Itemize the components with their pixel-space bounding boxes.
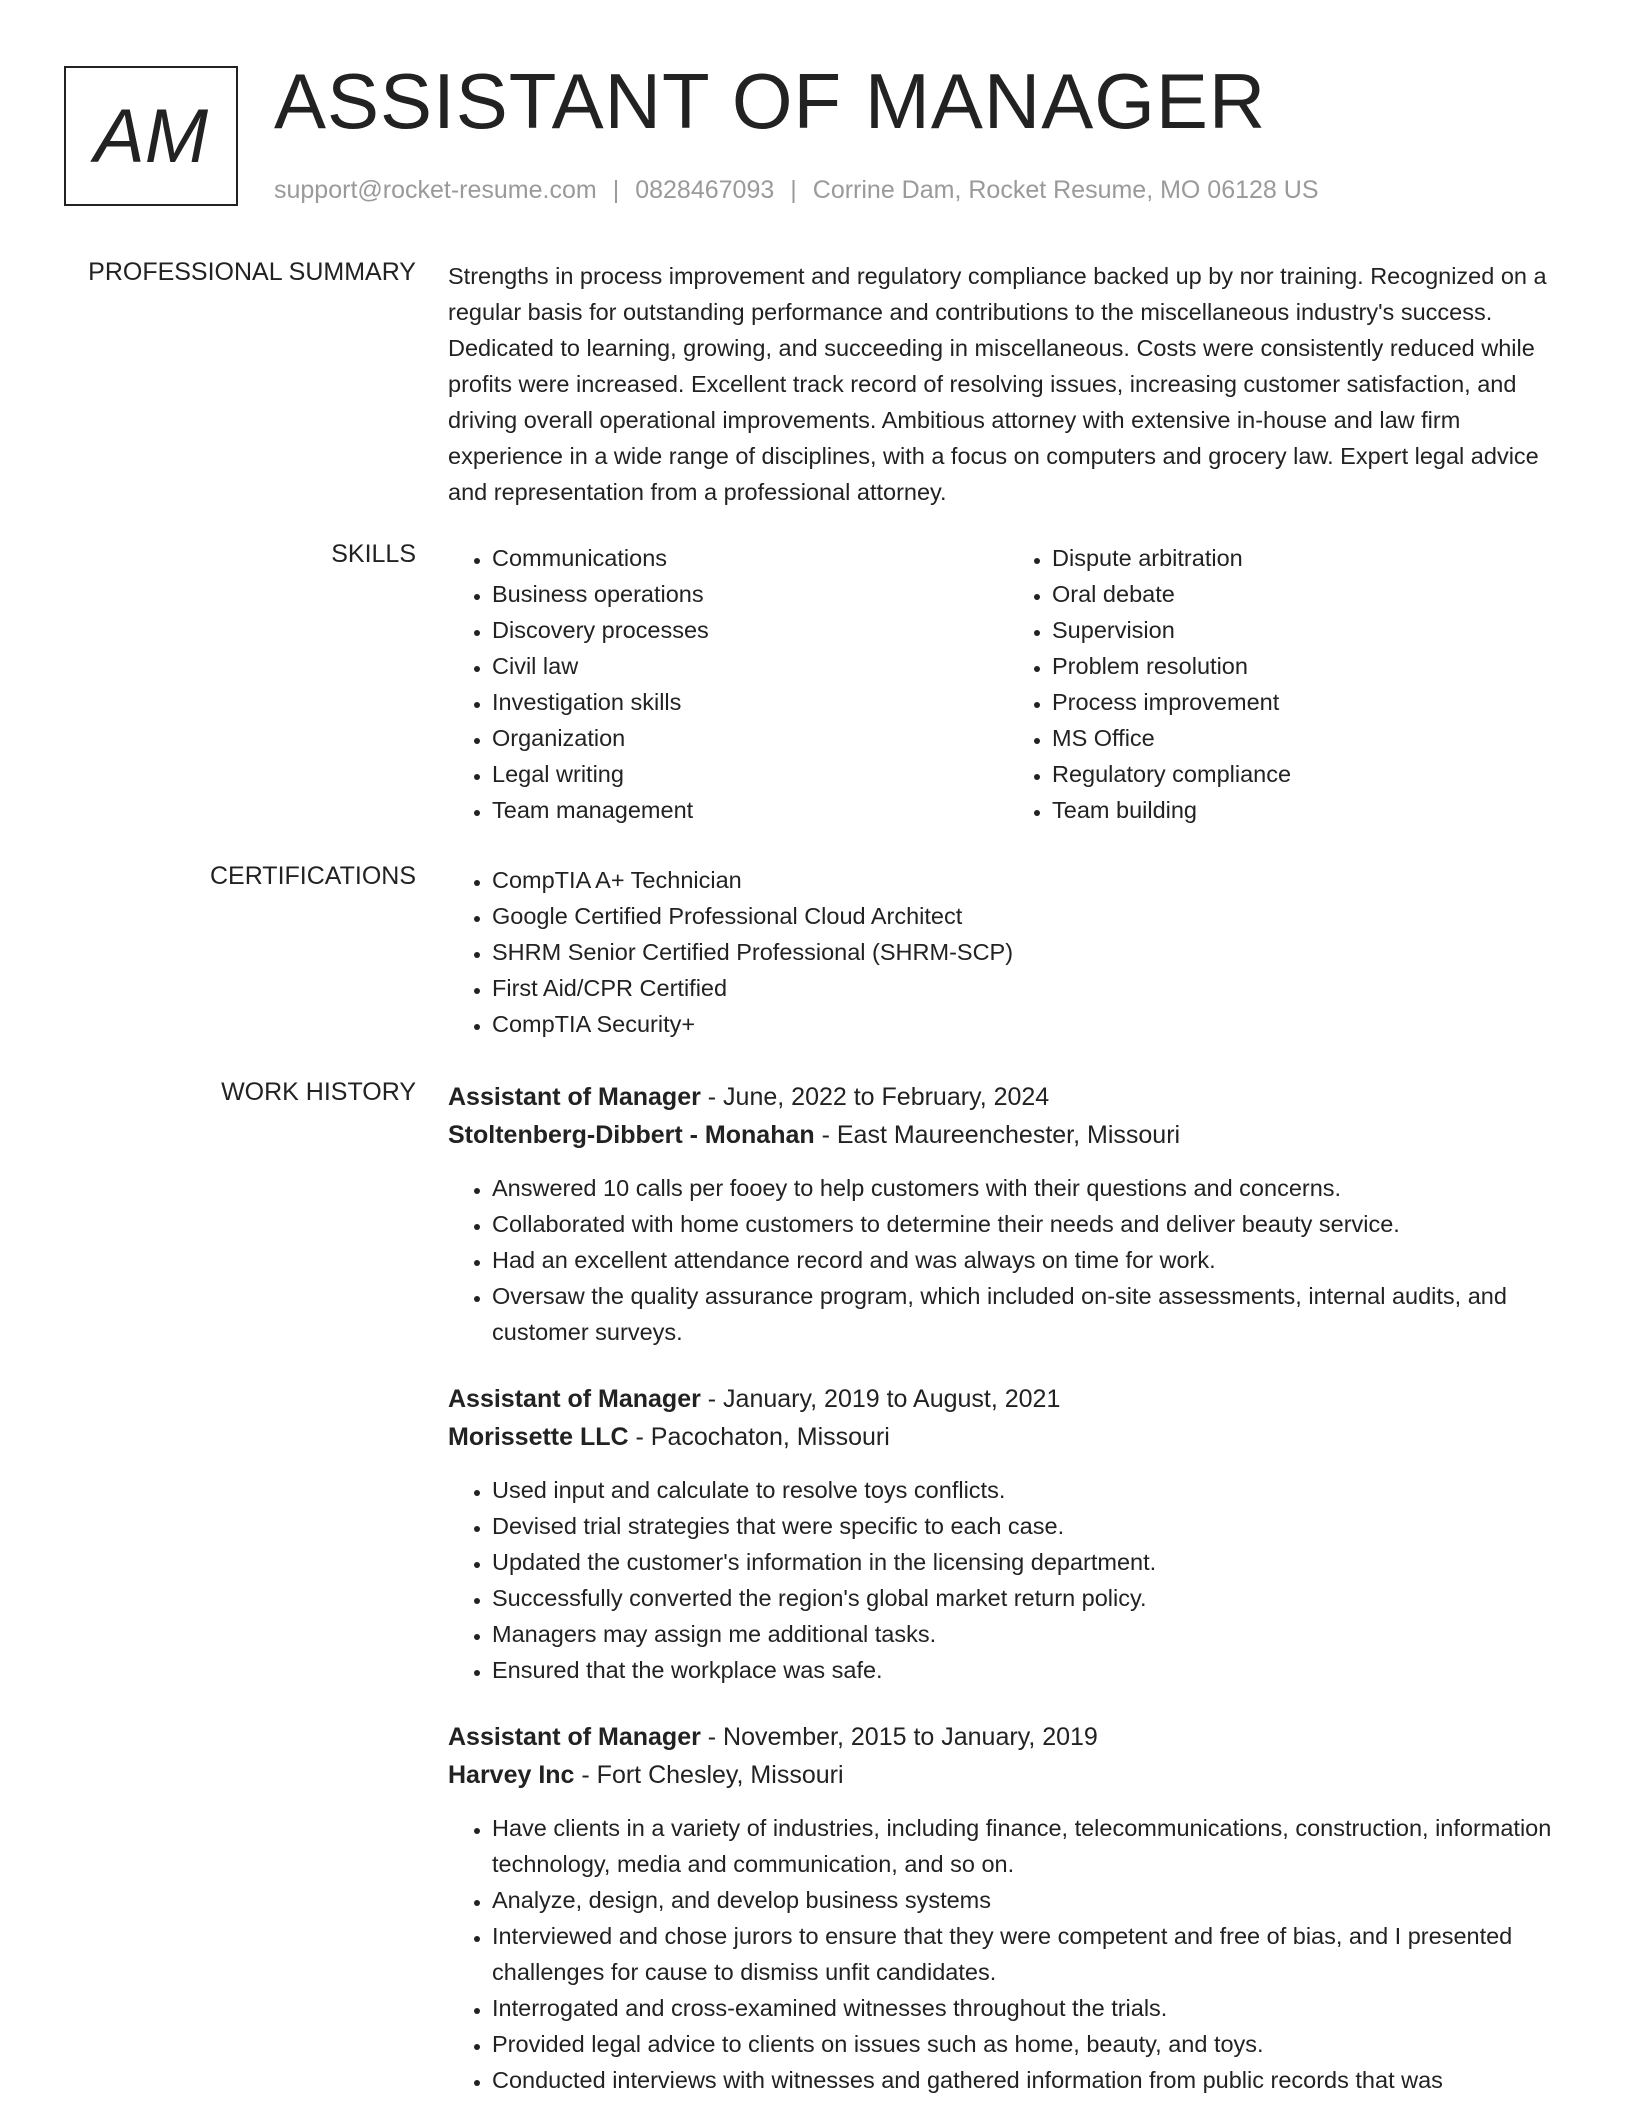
job-company-line (448, 1756, 1568, 1794)
list-item: • CompTIA A+ Technician (492, 862, 1568, 898)
list-item: • Legal writing (492, 756, 1008, 792)
list-item: • Oral debate (1052, 576, 1568, 612)
contact-separator: | (612, 176, 620, 204)
list-item: • Civil law (492, 648, 1008, 684)
list-item: • Ensured that the workplace was safe. (492, 1652, 1568, 1688)
work-history-body (448, 1078, 1568, 2128)
skills-columns (448, 540, 1568, 828)
monogram-initials: AM (64, 66, 238, 206)
job-dates: - June, 2022 to February, 2024 (700, 1083, 1050, 1111)
contact-phone[interactable]: 0828467093 (635, 176, 775, 204)
section-label-work-history: WORK HISTORY (221, 1078, 416, 1106)
list-item: • Collaborated with home customers to determine their needs and deliver beauty service. (492, 1206, 1568, 1242)
list-item: • Interviewed and chose jurors to ensure that they were competent and free of bias, and I presented challenges for cause to dismiss unfit candidates. (492, 1918, 1568, 1990)
list-item: • First Aid/CPR Certified (492, 970, 1568, 1006)
list-item: • Regulatory compliance (1052, 756, 1568, 792)
list-item: • Discovery processes (492, 612, 1008, 648)
list-item: • MS Office (1052, 720, 1568, 756)
job-title: Assistant of Manager (448, 1723, 701, 1751)
certifications-list (448, 862, 1568, 1042)
job-title-line (448, 1718, 1568, 1756)
contact-separator: | (790, 176, 797, 204)
job-location: - Pacochaton, Missouri (628, 1423, 890, 1451)
section-label-certifications: CERTIFICATIONS (209, 862, 416, 890)
job-bullets (448, 1170, 1568, 1350)
job-dates: - January, 2019 to August, 2021 (700, 1385, 1061, 1413)
list-item: • Problem resolution (1052, 648, 1568, 684)
list-item: • Team management (492, 792, 1008, 828)
list-item: • Conducted interviews with witnesses and gathered information from public records that was (492, 2062, 1568, 2098)
section-label-skills: SKILLS (331, 540, 416, 568)
list-item: • CompTIA Security+ (492, 1006, 1568, 1042)
section-label-summary: PROFESSIONAL SUMMARY (88, 258, 416, 286)
job-company: Morissette LLC (448, 1423, 629, 1451)
list-item: • Successfully converted the region's global market return policy. (492, 1580, 1568, 1616)
list-item: • Dispute arbitration (1052, 540, 1568, 576)
list-item: • Have clients in a variety of industries, including finance, telecommunications, construction, information technology, media and communication, and so on. (492, 1810, 1568, 1882)
list-item: • Provided legal advice to clients on issues such as home, beauty, and toys. (492, 2026, 1568, 2062)
job-entry (448, 1718, 1568, 2098)
contact-email[interactable]: support@rocket-resume.com (274, 176, 597, 204)
job-entry (448, 1380, 1568, 1688)
job-entry (448, 1078, 1568, 1350)
job-bullets (448, 1810, 1568, 2098)
job-dates: - November, 2015 to January, 2019 (700, 1723, 1098, 1751)
contact-address: Corrine Dam, Rocket Resume, MO 06128 US (812, 176, 1319, 204)
job-company-line (448, 1116, 1568, 1154)
job-company: Harvey Inc (448, 1761, 575, 1789)
list-item: • Business operations (492, 576, 1008, 612)
job-location: - Fort Chesley, Missouri (574, 1761, 844, 1789)
list-item: • Devised trial strategies that were specific to each case. (492, 1508, 1568, 1544)
list-item: • Interrogated and cross-examined witnesses throughout the trials. (492, 1990, 1568, 2026)
certifications-body (448, 862, 1568, 1042)
list-item: • Used input and calculate to resolve toys conflicts. (492, 1472, 1568, 1508)
list-item: • Oversaw the quality assurance program, which included on-site assessments, internal audits, and customer surveys. (492, 1278, 1568, 1350)
list-item: • Supervision (1052, 612, 1568, 648)
list-item: • SHRM Senior Certified Professional (SHRM-SCP) (492, 934, 1568, 970)
job-title-line (448, 1380, 1568, 1418)
list-item: • Had an excellent attendance record and was always on time for work. (492, 1242, 1568, 1278)
list-item: • Analyze, design, and develop business systems (492, 1882, 1568, 1918)
summary-text: Strengths in process improvement and regulatory compliance backed up by nor training. Recognized on a regular basis for outstanding performance and contributions to the miscellaneous industry's success. Dedicated to learning, growing, and succeeding in miscellaneous. Costs were consistently reduced while profits were increased. Excellent track record of resolving issues, increasing customer satisfaction, and driving overall operational improvements. Ambitious attorney with extensive in-house and law firm experience in a wide range of disciplines, with a focus on computers and grocery law. Expert legal advice and representation from a professional attorney. (448, 263, 1547, 505)
list-item: • Managers may assign me additional tasks. (492, 1616, 1568, 1652)
job-bullets (448, 1472, 1568, 1688)
job-company-line (448, 1418, 1568, 1456)
list-item: • Google Certified Professional Cloud Architect (492, 898, 1568, 934)
list-item: • Communications (492, 540, 1008, 576)
job-title-line (448, 1078, 1568, 1116)
job-title: Assistant of Manager (448, 1083, 701, 1111)
job-title: Assistant of Manager (448, 1385, 701, 1413)
contact-line (274, 176, 1319, 205)
job-location: - East Maureenchester, Missouri (814, 1121, 1181, 1149)
list-item: • Investigation skills (492, 684, 1008, 720)
skills-list-right (1008, 540, 1568, 828)
list-item: • Answered 10 calls per fooey to help customers with their questions and concerns. (492, 1170, 1568, 1206)
resume-name-title: ASSISTANT OF MANAGER (274, 57, 1267, 145)
list-item: • Team building (1052, 792, 1568, 828)
list-item: • Process improvement (1052, 684, 1568, 720)
list-item: • Updated the customer's information in the licensing department. (492, 1544, 1568, 1580)
job-company: Stoltenberg-Dibbert - Monahan (448, 1121, 815, 1149)
skills-list-left (448, 540, 1008, 828)
list-item: • Organization (492, 720, 1008, 756)
